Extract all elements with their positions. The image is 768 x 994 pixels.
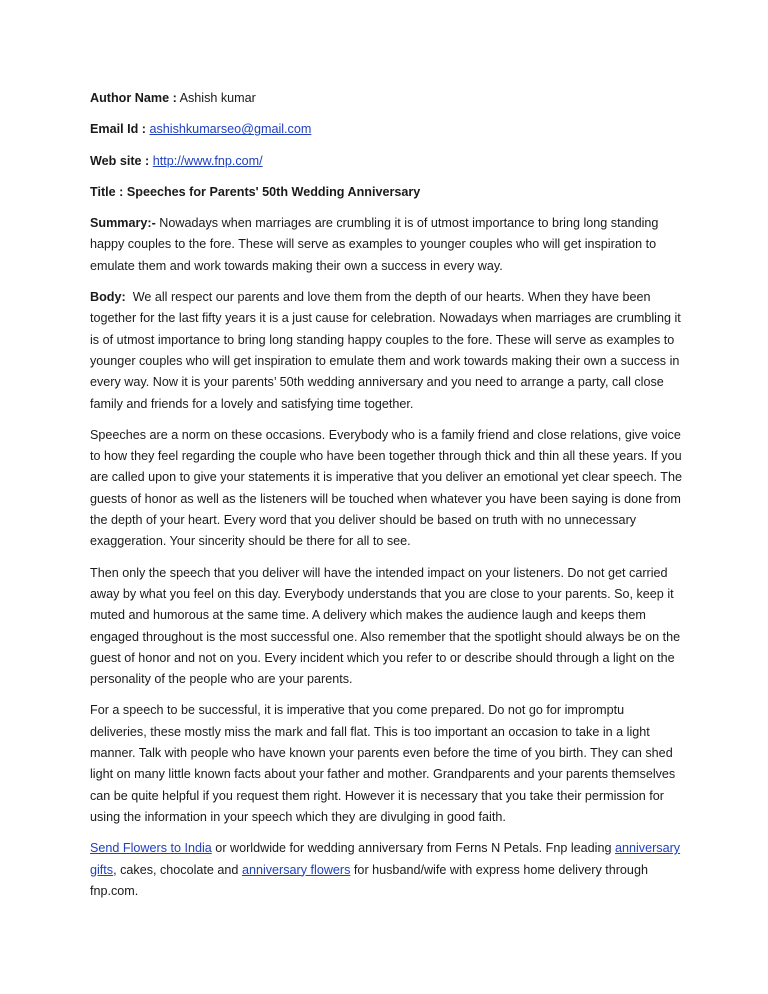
body-text: We all respect our parents and love them from the depth of our hearts. When they have been together for the last fifty years it is a just cause for celebration. Nowadays when marriages are crumbling it is of utmost importance to bring long standing happy couples to the fore. These will serve as examples to younger couples who will get inspiration to emulate them and work towards making their own a success in every way. Now it is your parents’ 50th wedding anniversary and you need to arrange a party, call close family and friends for a lovely and satisfying time together. (90, 290, 681, 411)
footer-text-2: , cakes, chocolate and (113, 862, 242, 877)
document-title: Title : Speeches for Parents' 50th Wedding Anniversary (90, 184, 421, 199)
anniversary-flowers-link[interactable]: anniversary flowers (241, 862, 351, 877)
body-label: Body: (90, 290, 126, 305)
author-label: Author Name : (90, 91, 177, 105)
footer-text-1: or worldwide for wedding anniversary from Ferns N Petals. Fnp leading (211, 841, 615, 856)
email-line (90, 119, 682, 140)
author-value: Ashish kumar (179, 91, 256, 105)
email-label: Email Id : (90, 122, 146, 137)
author-line (90, 88, 682, 109)
body-paragraph (90, 287, 682, 415)
summary-label: Summary:- (90, 216, 156, 231)
document-page (90, 88, 682, 912)
website-line (90, 151, 682, 172)
anniversary-gifts-link[interactable]: anniversary gifts (90, 841, 681, 877)
paragraph-speeches: Speeches are a norm on these occasions. Everybody who is a family friend and close relations, give voice to how they feel regarding the couple who have been together through thick and thin all these years. If you are called upon to give your statements it is imperative that you deliver an emotional yet clear speech. The guests of honor as well as the listeners will be touched when whatever you have been saying is done from the depth of your heart. Every word that you deliver should be based on truth with no unnecessary exaggeration. Your sincerity should be there for all to see. (90, 427, 682, 549)
website-label: Web site : (90, 153, 150, 168)
footer-text-3: for husband/wife with express home delivery through fnp.com. (90, 862, 648, 898)
paragraph-preparation: For a speech to be successful, it is imperative that you come prepared. Do not go for impromptu deliveries, these mostly miss the mark and fall flat. This is too important an occasion to take in a light manner. Talk with people who have known your parents even before the time of you birth. They can shed light on many little known facts about your father and mother. Grandparents and your parents themselves can be quite helpful if you request them right. However it is necessary that you take their permission for using the information in your speech which they are divulging in good faith. (90, 703, 676, 824)
paragraph-impact: Then only the speech that you deliver will have the intended impact on your listeners. Do not get carried away by what you feel on this day. Everybody understands that you are close to your parents. So, keep it muted and humorous at the same time. A delivery which makes the audience laugh and keeps them engaged throughout is the most successful one. Also remember that the spotlight should always be on the guest of honor and not on you. Every incident which you refer to or describe should through a light on the personality of the people who are your parents. (90, 565, 681, 687)
email-link[interactable]: ashishkumarseo@gmail.com (149, 122, 312, 137)
summary-text: Nowadays when marriages are crumbling it is of utmost importance to bring long standing happy couples to the fore. These will serve as examples to younger couples who will get inspiration to emulate them and work towards making their own a success in every way. (90, 216, 659, 273)
send-flowers-link[interactable]: Send Flowers to India (90, 841, 212, 856)
footer-paragraph (90, 838, 682, 902)
website-link[interactable]: http://www.fnp.com/ (152, 153, 263, 168)
summary-paragraph (90, 213, 682, 277)
